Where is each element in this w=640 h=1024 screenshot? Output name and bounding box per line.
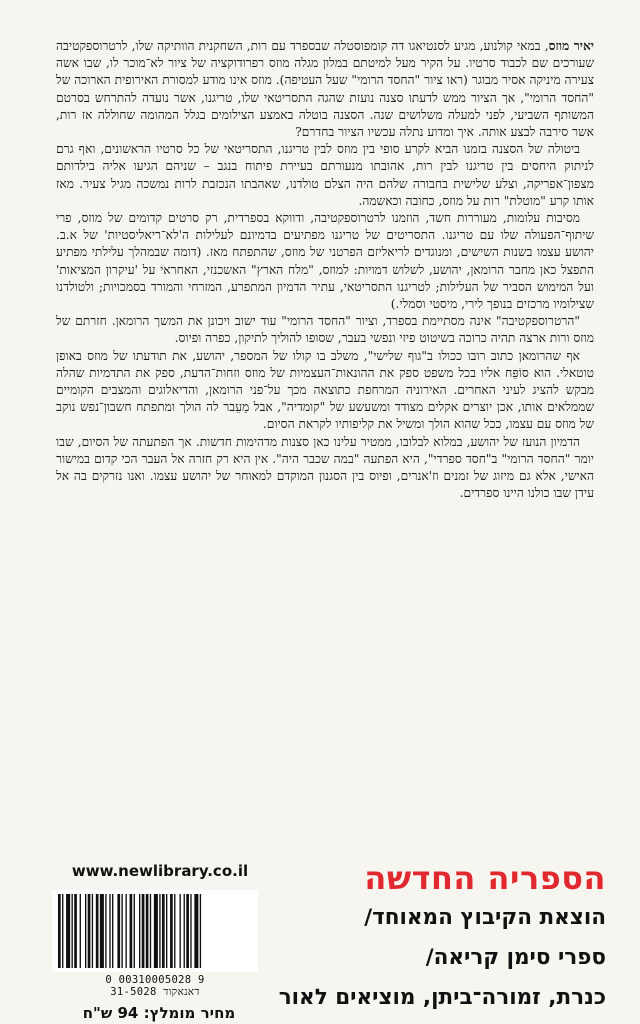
publisher-name: הספריה החדשה [364,859,606,897]
barcode-block [42,862,292,1022]
blurb-paragraph: ביטולה של הסצנה בזמנו הביא לקרע סופי בין מוזס לבין טריגנו, התסריטאי של כל סרטיו הראשונים, ואף גרם לניתוק היחסים בין טריגנו לבין רות, אהובתו מנעורתם בעיירת פיתוח בנגב – שניהם הגיעו אליה בילדותם מצפון־אפריקה, וצלע שלישית בחבורה שלהם היה הצלם טולדנו, שאהבתו הנכזבת לרות נמשכה מגיל צעיר. מאז אותו קרע "מוטלת" רות על מוזס, כחובה וכאשמה. [56,142,594,208]
barcode-bar [159,894,160,968]
barcode-bar [126,894,127,968]
barcode-digits: 0 00310005028 9 [105,974,205,986]
barcode-bar [186,894,189,968]
barcode-bar [58,894,61,968]
barcode-bar [134,894,135,968]
barcode-bar [66,894,70,968]
barcode-bar [162,894,165,968]
barcode-bar [174,894,175,968]
barcode-bar [139,894,140,968]
barcode-bar [180,894,181,968]
blurb-paragraph: יאיר מוזס, במאי קולנוע, מגיע לסנטיאגו דה קומפוסטלה שבספרד עם רות, השחקנית הוותיקה שלו, לרטרוספקטיבה שעורכים שם לכבוד סרטיו. על הקיר מעל למיטתם במלון מגלה מוזס רפרודוקציה של ציור לא־מוכר לו, שבו אשה צעירה מיניקה אסיר מבוגר (ראו ציור "החסד הרומי" שעל העטיפה). מוזס אינו מודע למסורת האירופית הארוכה של "החסד הרומי", אך הציור ממש לדעתו סצנה נועזת שהגה התסריטאי שלו, טריגנו, אשר נועדה להתרחש בסרטם המשותף השביעי, לפני למעלה משלושים שנה. הסצנה בוטלה באמצע הצילומים בגלל המהומה שחוללה אז רות, אשר סירבה לבצע אותה. איך ומדוע נתלה עכשיו הציור בחדרם? [56,39,594,140]
barcode-bar [92,894,93,968]
barcode-catalog: 31-5028 דאנאקוד [110,986,200,998]
blurb-paragraph: הדמיון הנועז של יהושע, במלוא לבלובו, ממטיר עלינו כאן סצנות מדהימות חדשות. אך הפתעתה של הסיום, שבו יומר "החסד הרומי" ב"חסד ספרדי", היא הפתעה "במה שכבר היה". אין היא רק חזרה אל העבר הכי קדום במישור האישי, אלא גם מיזוג של זמנים וז'אנרים, ופיוס בין הסגנון המוקדם למאוחר של יהושע עצמו. ואנו נזרקים בה אל עידן שבו כולנו היינו ספרדים. [56,434,594,501]
blurb-paragraph: אף שהרומאן כתוב רובו ככולו ב"גוף שלישי", משלב בו קולו של המספר, יהושע, את תודעתו של מוזס באופן טוטאלי. הוא סוֹפֵּח אליו בכל משפט ספק את ההונאות־העצמיות של מוזס וזחות־הדעת, ספק את התדמיות שהלה מבקש להציג לעיני האחרים. האירוניה המרחפת כתוצאה מכך על־פני הרומאן, והדיאלוגים והמצבים הקומיים שממלאים אותו, אכן יוצרים אקלים מצודד ומשעשע של "קומדיה", אבל מֵעֵבר לה הולך ומתפתח חשבון־נפש נוקב של מוזס עם עצמו, ככל שהוא הולך ומשיל את קליפותיו לקראת הסיום. [56,348,594,432]
barcode-bar [112,894,113,968]
publisher-line: ספרי סימן קריאה/ [425,945,606,970]
barcode-bar [146,894,149,968]
barcode-bar [190,894,191,968]
author-name: יאיר מוזס [548,39,594,53]
barcode-bar [88,894,91,968]
barcode-bar [170,894,173,968]
barcode-bar [184,894,185,968]
barcode-bar [142,894,145,968]
barcode-numbers [52,974,258,998]
barcode-bars [52,890,258,972]
blurb-text [56,38,594,502]
barcode-image [52,890,258,972]
barcode-bar [100,894,104,968]
barcode-bar [72,894,73,968]
barcode-bar [154,894,158,968]
barcode-bar [80,894,81,968]
barcode-bar [200,894,201,968]
barcode-bar [150,894,151,968]
website-url: www.newlibrary.co.il [71,862,249,880]
blurb-paragraph: "הרטרוספקטיבה" אינה מסתיימת בספרד, וציור "החסד הרומי" עוד ישוב ויכונן את המשך הרומאן. חזרתם של מוזס ורות ארצה תהיה כרוכה בשיטוט פיזי ונפשי בעבר, שסופו להוליך לתיקון, כפרה ופיוס. [56,314,594,346]
barcode-bar [109,894,110,968]
publisher-line: הוצאת הקיבוץ המאוחד/ [364,905,606,930]
barcode-bar [105,894,106,968]
blurb-paragraph: מסיבות עלומות, מעוררות חשד, הוזמנו לרטרוספקטיבה, ודווקא בספרדית, רק סרטים קדומים של מוזס, פרי שיתוף־הפעולה שלו עם טריגנו. התסריטים של טריגנו מפתיעים בדמיונם לעלילות ה'לא־ריאליסטיות' של א.ב. יהושע עצמו בשנות השישים, ומנוגדים לריאליזם הפרטני של מוזס, שהתפתח מאז. (דומה שבמהלך עלילתי מפתיע התפצל כאן מחבר הרומאן, יהושע, לשלוש דמויות: למוזס, "מלח הארץ" האשכנזי, האחראי על 'עיקרון המציאות' ועל המימוש הסביר של העלילות; לטריגנו התסריטאי, עתיר הדמיון המתפרע, המזרחי והמורד בסמכויות; ולטולדנו שצילומיו מרכזים בנופך לירי, מיסטי וסמלי.) [56,211,594,312]
barcode-bar [166,894,167,968]
publisher-line: כנרת, זמורה־ביתן, מוציאים לאור [278,985,606,1010]
barcode-bar [74,894,77,968]
barcode-bar [62,894,63,968]
barcode-bar [85,894,86,968]
barcode-bar [117,894,120,968]
price-label: מחיר מומלץ: 94 ש"ח [82,1004,236,1022]
barcode-bar [96,894,99,968]
barcode-bar [121,894,122,968]
barcode-bar [130,894,133,968]
barcode-bar [194,894,198,968]
publisher-block [278,858,606,1018]
